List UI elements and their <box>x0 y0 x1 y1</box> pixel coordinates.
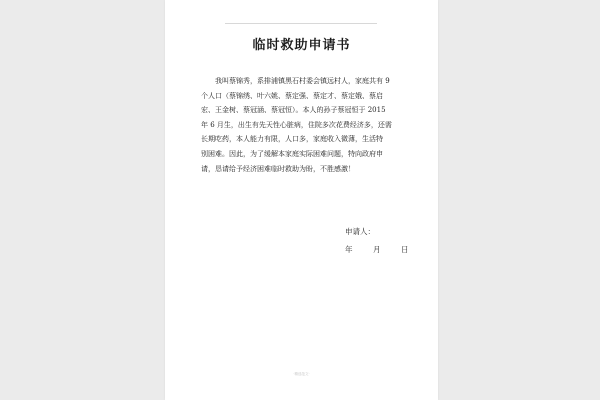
document-page <box>165 0 438 400</box>
body-line: 请，恳请给予经济困难临时救助为盼，不胜感激！ <box>201 164 355 173</box>
body-line: 别困难。因此，为了缓解本家庭实际困难问题，特向政府申 <box>201 149 383 158</box>
page-footer: ·精选范文· <box>293 372 310 376</box>
body-line: 年 6 月生，出生有先天性心脏病，住院多次花费经济多，还需 <box>201 120 392 129</box>
date-month-label: 月 <box>373 245 381 254</box>
header-divider <box>225 23 377 24</box>
date-year-label: 年 <box>345 245 353 254</box>
body-line: 长期吃药，本人能力有限，人口多，家庭收入微薄，生活特 <box>201 135 383 144</box>
document-body <box>201 74 404 176</box>
body-line: 宏、王金树、蔡冠涵、蔡冠恒）。本人的孙子蔡冠恒于 2015 <box>201 106 386 115</box>
document-title: 临时救助申请书 <box>252 38 351 53</box>
applicant-label: 申请人： <box>345 227 375 236</box>
body-line: 个人口（蔡锦绣、叶六姚、蔡定强、蔡定才、蔡定娥、蔡启 <box>201 91 383 100</box>
date-line <box>345 244 409 255</box>
body-line: 我叫蔡锦秀，系排浦镇黑石村委会镇远村人，家庭共有 9 <box>215 77 390 85</box>
date-day-label: 日 <box>401 245 409 254</box>
